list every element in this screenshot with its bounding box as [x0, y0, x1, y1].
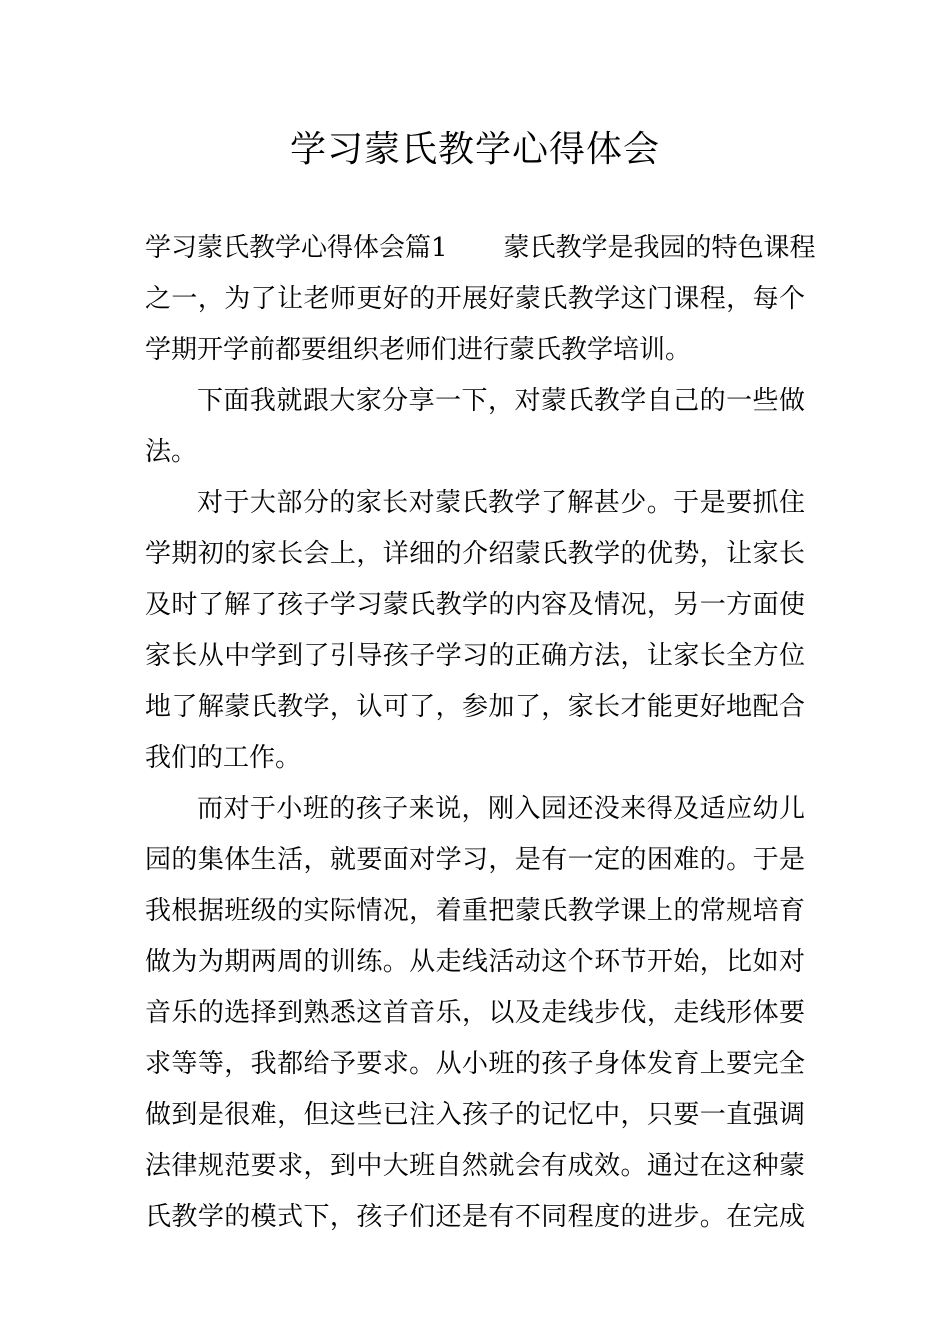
paragraph-text: 蒙氏教学是我园的特色课程: [503, 233, 816, 263]
paragraph-line: 下面我就跟大家分享一下，对蒙氏教学自己的一些做: [197, 386, 805, 416]
paragraph-line: 法。: [145, 437, 198, 467]
paragraph-line: 对于大部分的家长对蒙氏教学了解甚少。于是要抓住: [197, 488, 805, 518]
paragraph-line: 而对于小班的孩子来说，刚入园还没来得及适应幼儿: [197, 794, 805, 824]
paragraph-line: 求等等，我都给予要求。从小班的孩子身体发育上要完全: [145, 1049, 805, 1079]
paragraph-line: 之一，为了让老师更好的开展好蒙氏教学这门课程，每个: [145, 284, 805, 314]
paragraph-line: 做为为期两周的训练。从走线活动这个环节开始，比如对: [145, 947, 805, 977]
paragraph-line: 我们的工作。: [145, 743, 302, 773]
paragraph-line: 音乐的选择到熟悉这首音乐，以及走线步伐，走线形体要: [145, 998, 805, 1028]
section-heading: 学习蒙氏教学心得体会篇1: [145, 233, 448, 263]
paragraph-line: 我根据班级的实际情况，着重把蒙氏教学课上的常规培育: [145, 896, 805, 926]
paragraph-line: 法律规范要求，到中大班自然就会有成效。通过在这种蒙: [145, 1151, 805, 1181]
paragraph-line: 做到是很难，但这些已注入孩子的记忆中，只要一直强调: [145, 1100, 805, 1130]
paragraph-line: [145, 223, 816, 274]
paragraph-line: 园的集体生活，就要面对学习，是有一定的困难的。于是: [145, 845, 805, 875]
paragraph-line: 氏教学的模式下，孩子们还是有不同程度的进步。在完成: [145, 1202, 805, 1232]
document-body: [145, 223, 816, 1243]
paragraph-line: 学期开学前都要组织老师们进行蒙氏教学培训。: [145, 335, 692, 365]
paragraph-line: 地了解蒙氏教学，认可了，参加了，家长才能更好地配合: [145, 692, 805, 722]
paragraph-line: 家长从中学到了引导孩子学习的正确方法，让家长全方位: [145, 641, 805, 671]
paragraph-line: 及时了解了孩子学习蒙氏教学的内容及情况，另一方面使: [145, 590, 805, 620]
document-title: 学习蒙氏教学心得体会: [289, 129, 660, 170]
paragraph-line: 学期初的家长会上，详细的介绍蒙氏教学的优势，让家长: [145, 539, 805, 569]
